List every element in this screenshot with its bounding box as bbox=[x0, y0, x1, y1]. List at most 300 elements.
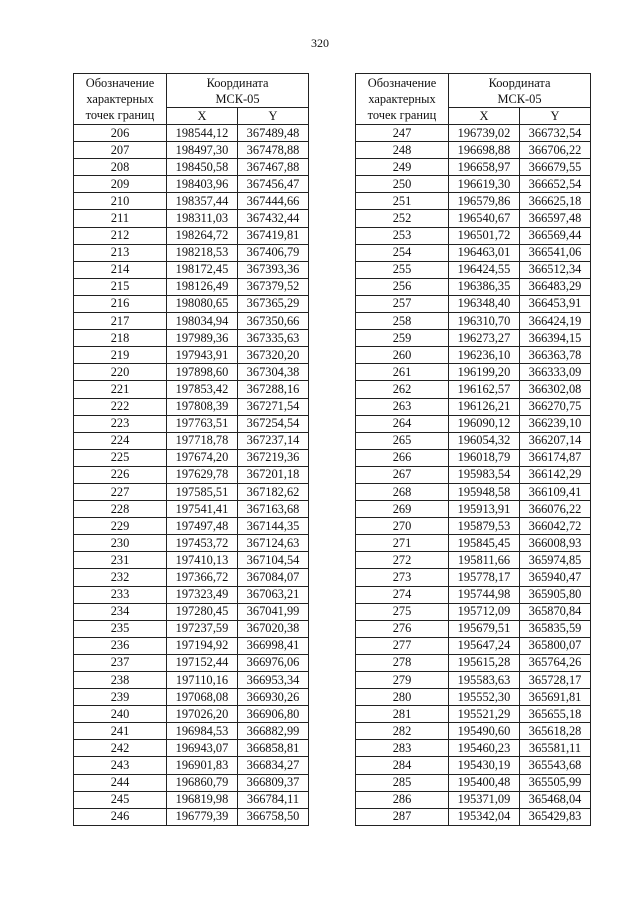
point-number-cell: 246 bbox=[74, 808, 167, 825]
x-coordinate-cell: 198172,45 bbox=[167, 261, 238, 278]
x-coordinate-cell: 196779,39 bbox=[167, 808, 238, 825]
point-number-cell: 240 bbox=[74, 706, 167, 723]
x-coordinate-cell: 198034,94 bbox=[167, 313, 238, 330]
table-row bbox=[356, 501, 591, 518]
table-row bbox=[356, 689, 591, 706]
x-coordinate-cell: 197110,16 bbox=[167, 672, 238, 689]
y-coordinate-cell: 367063,21 bbox=[238, 586, 309, 603]
table-row bbox=[74, 176, 309, 193]
y-coordinate-cell: 367041,99 bbox=[238, 603, 309, 620]
y-coordinate-cell: 365691,81 bbox=[520, 689, 591, 706]
table-row bbox=[74, 193, 309, 210]
x-coordinate-cell: 197585,51 bbox=[167, 483, 238, 500]
x-coordinate-cell: 196273,27 bbox=[449, 330, 520, 347]
x-coordinate-cell: 197497,48 bbox=[167, 518, 238, 535]
y-coordinate-cell: 366207,14 bbox=[520, 432, 591, 449]
y-coordinate-cell: 365800,07 bbox=[520, 637, 591, 654]
point-number-cell: 273 bbox=[356, 569, 449, 586]
point-number-cell: 262 bbox=[356, 381, 449, 398]
y-coordinate-cell: 366333,09 bbox=[520, 364, 591, 381]
table-row bbox=[356, 535, 591, 552]
table-row bbox=[356, 654, 591, 671]
x-coordinate-cell: 197068,08 bbox=[167, 689, 238, 706]
y-coordinate-cell: 367144,35 bbox=[238, 518, 309, 535]
x-coordinate-cell: 196386,35 bbox=[449, 278, 520, 295]
x-coordinate-cell: 197237,59 bbox=[167, 620, 238, 637]
table-row bbox=[74, 295, 309, 312]
table-row bbox=[356, 295, 591, 312]
table-row bbox=[74, 603, 309, 620]
point-number-cell: 248 bbox=[356, 142, 449, 159]
point-number-cell: 285 bbox=[356, 774, 449, 791]
point-number-cell: 211 bbox=[74, 210, 167, 227]
x-coordinate-cell: 195811,66 bbox=[449, 552, 520, 569]
y-coordinate-cell: 365905,80 bbox=[520, 586, 591, 603]
table-row bbox=[74, 415, 309, 432]
y-coordinate-cell: 367320,20 bbox=[238, 347, 309, 364]
x-coordinate-cell: 195521,29 bbox=[449, 706, 520, 723]
point-number-cell: 233 bbox=[74, 586, 167, 603]
point-number-cell: 265 bbox=[356, 432, 449, 449]
y-coordinate-cell: 366174,87 bbox=[520, 449, 591, 466]
x-coordinate-cell: 196579,86 bbox=[449, 193, 520, 210]
table-row bbox=[74, 637, 309, 654]
table-row bbox=[356, 672, 591, 689]
point-number-cell: 259 bbox=[356, 330, 449, 347]
table-row bbox=[356, 603, 591, 620]
table-row bbox=[356, 313, 591, 330]
table-row bbox=[356, 244, 591, 261]
point-number-cell: 208 bbox=[74, 159, 167, 176]
y-coordinate-cell: 366512,34 bbox=[520, 261, 591, 278]
x-coordinate-cell: 196860,79 bbox=[167, 774, 238, 791]
point-number-cell: 254 bbox=[356, 244, 449, 261]
point-number-cell: 243 bbox=[74, 757, 167, 774]
table-row bbox=[356, 261, 591, 278]
point-number-cell: 287 bbox=[356, 808, 449, 825]
y-coordinate-cell: 367444,66 bbox=[238, 193, 309, 210]
table-row bbox=[356, 364, 591, 381]
table-row bbox=[74, 466, 309, 483]
y-coordinate-cell: 366239,10 bbox=[520, 415, 591, 432]
table-row bbox=[74, 569, 309, 586]
point-number-cell: 207 bbox=[74, 142, 167, 159]
point-number-cell: 260 bbox=[356, 347, 449, 364]
x-column-header: X bbox=[167, 108, 238, 125]
y-coordinate-cell: 367419,81 bbox=[238, 227, 309, 244]
y-coordinate-cell: 366906,80 bbox=[238, 706, 309, 723]
x-coordinate-cell: 197366,72 bbox=[167, 569, 238, 586]
table-row bbox=[356, 159, 591, 176]
table-row bbox=[356, 330, 591, 347]
table-row bbox=[74, 347, 309, 364]
x-coordinate-cell: 197541,41 bbox=[167, 501, 238, 518]
x-coordinate-cell: 198080,65 bbox=[167, 295, 238, 312]
point-number-cell: 284 bbox=[356, 757, 449, 774]
x-coordinate-cell: 196126,21 bbox=[449, 398, 520, 415]
x-coordinate-cell: 195583,63 bbox=[449, 672, 520, 689]
table-row bbox=[74, 791, 309, 808]
table-row bbox=[74, 278, 309, 295]
point-number-cell: 274 bbox=[356, 586, 449, 603]
point-number-cell: 257 bbox=[356, 295, 449, 312]
table-row bbox=[356, 791, 591, 808]
x-coordinate-cell: 195460,23 bbox=[449, 740, 520, 757]
y-coordinate-cell: 367335,63 bbox=[238, 330, 309, 347]
x-coordinate-cell: 198544,12 bbox=[167, 125, 238, 142]
y-coordinate-cell: 366363,78 bbox=[520, 347, 591, 364]
x-coordinate-cell: 196018,79 bbox=[449, 449, 520, 466]
point-number-cell: 242 bbox=[74, 740, 167, 757]
point-number-cell: 222 bbox=[74, 398, 167, 415]
point-number-cell: 251 bbox=[356, 193, 449, 210]
point-number-cell: 225 bbox=[74, 449, 167, 466]
y-coordinate-cell: 365940,47 bbox=[520, 569, 591, 586]
x-coordinate-cell: 195744,98 bbox=[449, 586, 520, 603]
x-coordinate-cell: 197453,72 bbox=[167, 535, 238, 552]
y-coordinate-cell: 366706,22 bbox=[520, 142, 591, 159]
table-row bbox=[74, 381, 309, 398]
x-coordinate-cell: 196901,83 bbox=[167, 757, 238, 774]
y-coordinate-cell: 366930,26 bbox=[238, 689, 309, 706]
table-row bbox=[356, 210, 591, 227]
y-coordinate-cell: 366625,18 bbox=[520, 193, 591, 210]
y-coordinate-cell: 365543,68 bbox=[520, 757, 591, 774]
point-number-cell: 221 bbox=[74, 381, 167, 398]
x-coordinate-cell: 195845,45 bbox=[449, 535, 520, 552]
point-number-cell: 226 bbox=[74, 466, 167, 483]
table-row bbox=[74, 159, 309, 176]
coordinates-table-right bbox=[355, 73, 591, 826]
y-coordinate-cell: 366834,27 bbox=[238, 757, 309, 774]
x-coordinate-cell: 198403,96 bbox=[167, 176, 238, 193]
coordinate-system-header: Координата МСК-05 bbox=[449, 74, 591, 108]
x-coordinate-cell: 196162,57 bbox=[449, 381, 520, 398]
x-coordinate-cell: 197718,78 bbox=[167, 432, 238, 449]
table-row bbox=[356, 774, 591, 791]
coordinate-system-header: Координата МСК-05 bbox=[167, 74, 309, 108]
table-row bbox=[74, 142, 309, 159]
table-row bbox=[356, 569, 591, 586]
x-coordinate-cell: 196819,98 bbox=[167, 791, 238, 808]
table-row bbox=[74, 483, 309, 500]
y-coordinate-cell: 366394,15 bbox=[520, 330, 591, 347]
table-row bbox=[74, 774, 309, 791]
y-coordinate-cell: 365618,28 bbox=[520, 723, 591, 740]
y-coordinate-cell: 366858,81 bbox=[238, 740, 309, 757]
table-row bbox=[356, 620, 591, 637]
point-number-cell: 236 bbox=[74, 637, 167, 654]
point-number-cell: 263 bbox=[356, 398, 449, 415]
point-number-cell: 245 bbox=[74, 791, 167, 808]
point-number-cell: 283 bbox=[356, 740, 449, 757]
y-coordinate-cell: 367084,07 bbox=[238, 569, 309, 586]
x-coordinate-cell: 198126,49 bbox=[167, 278, 238, 295]
point-number-cell: 261 bbox=[356, 364, 449, 381]
x-coordinate-cell: 196739,02 bbox=[449, 125, 520, 142]
point-number-cell: 271 bbox=[356, 535, 449, 552]
y-coordinate-cell: 367271,54 bbox=[238, 398, 309, 415]
table-row bbox=[74, 740, 309, 757]
point-number-cell: 214 bbox=[74, 261, 167, 278]
table-row bbox=[74, 244, 309, 261]
point-number-cell: 280 bbox=[356, 689, 449, 706]
table-row bbox=[74, 808, 309, 825]
y-coordinate-cell: 367201,18 bbox=[238, 466, 309, 483]
y-coordinate-cell: 366882,99 bbox=[238, 723, 309, 740]
table-row bbox=[356, 706, 591, 723]
y-coordinate-cell: 367288,16 bbox=[238, 381, 309, 398]
x-coordinate-cell: 195778,17 bbox=[449, 569, 520, 586]
point-number-cell: 270 bbox=[356, 518, 449, 535]
table-row bbox=[74, 125, 309, 142]
x-coordinate-cell: 197026,20 bbox=[167, 706, 238, 723]
table-row bbox=[356, 176, 591, 193]
table-row bbox=[74, 552, 309, 569]
table-row bbox=[356, 637, 591, 654]
table-row bbox=[356, 808, 591, 825]
y-coordinate-cell: 367393,36 bbox=[238, 261, 309, 278]
point-number-cell: 276 bbox=[356, 620, 449, 637]
point-number-cell: 277 bbox=[356, 637, 449, 654]
x-coordinate-cell: 196658,97 bbox=[449, 159, 520, 176]
x-coordinate-cell: 197943,91 bbox=[167, 347, 238, 364]
x-coordinate-cell: 197194,92 bbox=[167, 637, 238, 654]
y-coordinate-cell: 366008,93 bbox=[520, 535, 591, 552]
y-coordinate-cell: 366424,19 bbox=[520, 313, 591, 330]
x-coordinate-cell: 196619,30 bbox=[449, 176, 520, 193]
x-coordinate-cell: 197152,44 bbox=[167, 654, 238, 671]
point-number-cell: 272 bbox=[356, 552, 449, 569]
x-coordinate-cell: 195490,60 bbox=[449, 723, 520, 740]
x-coordinate-cell: 196943,07 bbox=[167, 740, 238, 757]
page-number: 320 bbox=[311, 36, 329, 50]
table-row bbox=[74, 227, 309, 244]
x-coordinate-cell: 197410,13 bbox=[167, 552, 238, 569]
y-coordinate-cell: 366483,29 bbox=[520, 278, 591, 295]
y-column-header: Y bbox=[520, 108, 591, 125]
x-column-header: X bbox=[449, 108, 520, 125]
point-number-cell: 224 bbox=[74, 432, 167, 449]
y-coordinate-cell: 365974,85 bbox=[520, 552, 591, 569]
x-coordinate-cell: 196984,53 bbox=[167, 723, 238, 740]
point-number-cell: 247 bbox=[356, 125, 449, 142]
table-row bbox=[356, 740, 591, 757]
x-coordinate-cell: 195948,58 bbox=[449, 483, 520, 500]
point-number-cell: 234 bbox=[74, 603, 167, 620]
x-coordinate-cell: 196236,10 bbox=[449, 347, 520, 364]
x-coordinate-cell: 197989,36 bbox=[167, 330, 238, 347]
y-coordinate-cell: 366076,22 bbox=[520, 501, 591, 518]
y-coordinate-cell: 366042,72 bbox=[520, 518, 591, 535]
y-coordinate-cell: 366732,54 bbox=[520, 125, 591, 142]
x-coordinate-cell: 198264,72 bbox=[167, 227, 238, 244]
x-coordinate-cell: 197763,51 bbox=[167, 415, 238, 432]
x-coordinate-cell: 196501,72 bbox=[449, 227, 520, 244]
y-coordinate-cell: 366142,29 bbox=[520, 466, 591, 483]
y-coordinate-cell: 367163,68 bbox=[238, 501, 309, 518]
table-row bbox=[74, 398, 309, 415]
point-number-cell: 258 bbox=[356, 313, 449, 330]
point-number-cell: 239 bbox=[74, 689, 167, 706]
x-coordinate-cell: 198218,53 bbox=[167, 244, 238, 261]
table-row bbox=[74, 261, 309, 278]
table-row bbox=[356, 125, 591, 142]
point-number-cell: 249 bbox=[356, 159, 449, 176]
x-coordinate-cell: 197629,78 bbox=[167, 466, 238, 483]
x-coordinate-cell: 195371,09 bbox=[449, 791, 520, 808]
y-coordinate-cell: 367456,47 bbox=[238, 176, 309, 193]
y-coordinate-cell: 366998,41 bbox=[238, 637, 309, 654]
y-coordinate-cell: 366597,48 bbox=[520, 210, 591, 227]
y-coordinate-cell: 367219,36 bbox=[238, 449, 309, 466]
point-label-header: Обозначение характерных точек границ bbox=[74, 74, 167, 125]
point-number-cell: 206 bbox=[74, 125, 167, 142]
table-row bbox=[356, 193, 591, 210]
y-coordinate-cell: 366758,50 bbox=[238, 808, 309, 825]
point-number-cell: 219 bbox=[74, 347, 167, 364]
table-row bbox=[74, 364, 309, 381]
point-number-cell: 266 bbox=[356, 449, 449, 466]
point-number-cell: 264 bbox=[356, 415, 449, 432]
table-row bbox=[74, 672, 309, 689]
x-coordinate-cell: 195913,91 bbox=[449, 501, 520, 518]
table-row bbox=[74, 654, 309, 671]
table-row bbox=[356, 432, 591, 449]
x-coordinate-cell: 196424,55 bbox=[449, 261, 520, 278]
table-row bbox=[356, 757, 591, 774]
point-number-cell: 250 bbox=[356, 176, 449, 193]
point-number-cell: 218 bbox=[74, 330, 167, 347]
table-row bbox=[356, 347, 591, 364]
y-coordinate-cell: 367350,66 bbox=[238, 313, 309, 330]
point-number-cell: 256 bbox=[356, 278, 449, 295]
y-column-header: Y bbox=[238, 108, 309, 125]
x-coordinate-cell: 195430,19 bbox=[449, 757, 520, 774]
table-row bbox=[356, 466, 591, 483]
table-row bbox=[356, 586, 591, 603]
y-coordinate-cell: 365505,99 bbox=[520, 774, 591, 791]
x-coordinate-cell: 195400,48 bbox=[449, 774, 520, 791]
y-coordinate-cell: 366652,54 bbox=[520, 176, 591, 193]
y-coordinate-cell: 365429,83 bbox=[520, 808, 591, 825]
table-row bbox=[74, 620, 309, 637]
x-coordinate-cell: 197674,20 bbox=[167, 449, 238, 466]
y-coordinate-cell: 366541,06 bbox=[520, 244, 591, 261]
table-row bbox=[356, 552, 591, 569]
table-row bbox=[74, 689, 309, 706]
point-number-cell: 232 bbox=[74, 569, 167, 586]
y-coordinate-cell: 365764,26 bbox=[520, 654, 591, 671]
y-coordinate-cell: 367182,62 bbox=[238, 483, 309, 500]
table-row bbox=[356, 449, 591, 466]
point-number-cell: 227 bbox=[74, 483, 167, 500]
y-coordinate-cell: 365870,84 bbox=[520, 603, 591, 620]
y-coordinate-cell: 366302,08 bbox=[520, 381, 591, 398]
table-row bbox=[74, 535, 309, 552]
point-number-cell: 286 bbox=[356, 791, 449, 808]
point-number-cell: 267 bbox=[356, 466, 449, 483]
point-number-cell: 241 bbox=[74, 723, 167, 740]
x-coordinate-cell: 195647,24 bbox=[449, 637, 520, 654]
table-row bbox=[356, 142, 591, 159]
point-label-header: Обозначение характерных точек границ bbox=[356, 74, 449, 125]
x-coordinate-cell: 195552,30 bbox=[449, 689, 520, 706]
y-coordinate-cell: 366976,06 bbox=[238, 654, 309, 671]
point-number-cell: 255 bbox=[356, 261, 449, 278]
point-number-cell: 281 bbox=[356, 706, 449, 723]
x-coordinate-cell: 198311,03 bbox=[167, 210, 238, 227]
x-coordinate-cell: 198357,44 bbox=[167, 193, 238, 210]
table-row bbox=[74, 449, 309, 466]
point-number-cell: 269 bbox=[356, 501, 449, 518]
table-row bbox=[74, 586, 309, 603]
table-row bbox=[356, 227, 591, 244]
table-row bbox=[356, 381, 591, 398]
y-coordinate-cell: 366784,11 bbox=[238, 791, 309, 808]
point-number-cell: 216 bbox=[74, 295, 167, 312]
point-number-cell: 212 bbox=[74, 227, 167, 244]
point-number-cell: 210 bbox=[74, 193, 167, 210]
point-number-cell: 220 bbox=[74, 364, 167, 381]
point-number-cell: 228 bbox=[74, 501, 167, 518]
y-coordinate-cell: 367478,88 bbox=[238, 142, 309, 159]
x-coordinate-cell: 195983,54 bbox=[449, 466, 520, 483]
table-row bbox=[74, 518, 309, 535]
x-coordinate-cell: 197323,49 bbox=[167, 586, 238, 603]
table-row bbox=[74, 723, 309, 740]
y-coordinate-cell: 365468,04 bbox=[520, 791, 591, 808]
y-coordinate-cell: 367489,48 bbox=[238, 125, 309, 142]
table-row bbox=[74, 501, 309, 518]
point-number-cell: 230 bbox=[74, 535, 167, 552]
point-number-cell: 237 bbox=[74, 654, 167, 671]
x-coordinate-cell: 195879,53 bbox=[449, 518, 520, 535]
y-coordinate-cell: 365655,18 bbox=[520, 706, 591, 723]
point-number-cell: 275 bbox=[356, 603, 449, 620]
point-number-cell: 231 bbox=[74, 552, 167, 569]
y-coordinate-cell: 367237,14 bbox=[238, 432, 309, 449]
y-coordinate-cell: 367365,29 bbox=[238, 295, 309, 312]
x-coordinate-cell: 197853,42 bbox=[167, 381, 238, 398]
y-coordinate-cell: 367104,54 bbox=[238, 552, 309, 569]
point-number-cell: 282 bbox=[356, 723, 449, 740]
x-coordinate-cell: 195712,09 bbox=[449, 603, 520, 620]
point-number-cell: 209 bbox=[74, 176, 167, 193]
y-coordinate-cell: 367379,52 bbox=[238, 278, 309, 295]
y-coordinate-cell: 366953,34 bbox=[238, 672, 309, 689]
table-row bbox=[356, 398, 591, 415]
point-number-cell: 223 bbox=[74, 415, 167, 432]
table-row bbox=[356, 415, 591, 432]
y-coordinate-cell: 367304,38 bbox=[238, 364, 309, 381]
y-coordinate-cell: 366109,41 bbox=[520, 483, 591, 500]
y-coordinate-cell: 365581,11 bbox=[520, 740, 591, 757]
point-number-cell: 252 bbox=[356, 210, 449, 227]
x-coordinate-cell: 198497,30 bbox=[167, 142, 238, 159]
point-number-cell: 215 bbox=[74, 278, 167, 295]
y-coordinate-cell: 367020,38 bbox=[238, 620, 309, 637]
y-coordinate-cell: 365835,59 bbox=[520, 620, 591, 637]
y-coordinate-cell: 367124,63 bbox=[238, 535, 309, 552]
x-coordinate-cell: 196698,88 bbox=[449, 142, 520, 159]
point-number-cell: 238 bbox=[74, 672, 167, 689]
x-coordinate-cell: 198450,58 bbox=[167, 159, 238, 176]
y-coordinate-cell: 367406,79 bbox=[238, 244, 309, 261]
table-row bbox=[356, 278, 591, 295]
point-number-cell: 278 bbox=[356, 654, 449, 671]
y-coordinate-cell: 367254,54 bbox=[238, 415, 309, 432]
